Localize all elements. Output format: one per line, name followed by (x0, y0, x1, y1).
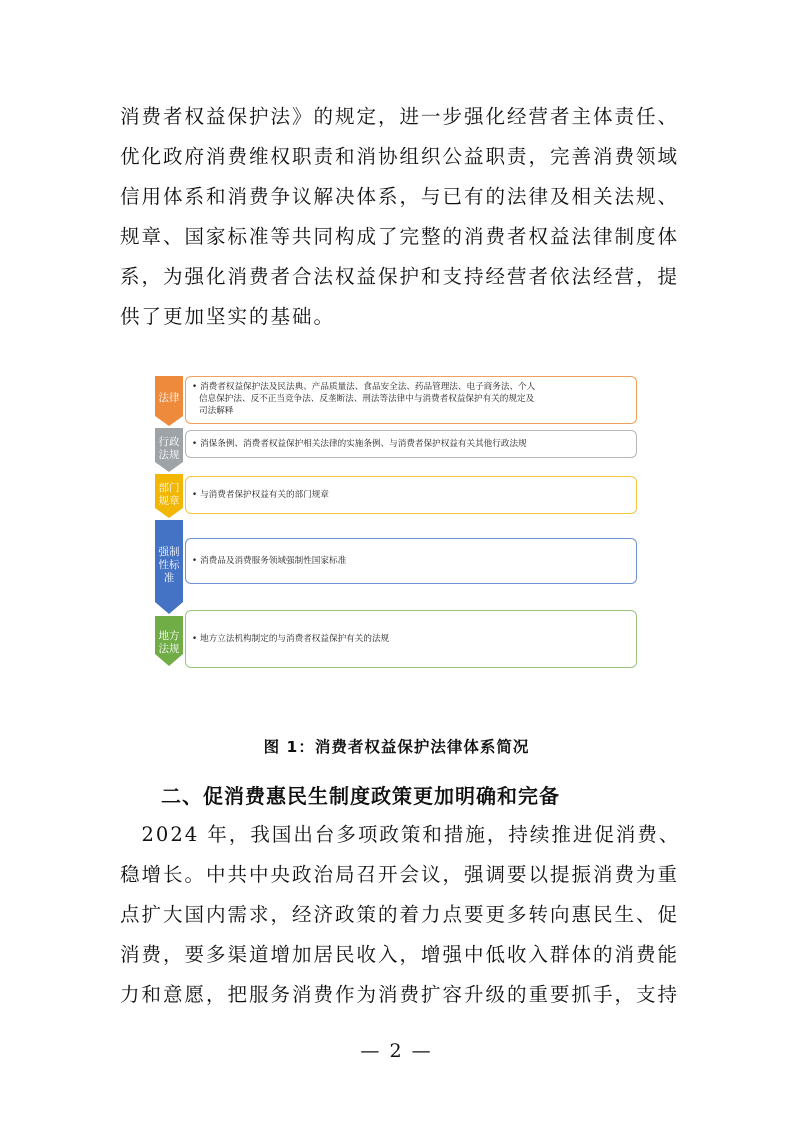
bullet: • (192, 634, 198, 644)
paragraph-2 (120, 815, 680, 1015)
bullet: • (192, 382, 198, 392)
box-line: • 消费者权益保护法及民法典、产品质量法、食品安全法、药品管理法、电子商务法、个人 (192, 382, 536, 392)
band-label-standard: 强制性标准 (158, 546, 180, 584)
text-line: 消费者权益保护法》的规定，进一步强化经营者主体责任、 (120, 105, 680, 128)
box-standard (185, 538, 637, 584)
box-dept (185, 476, 637, 514)
text-line: 规章、国家标准等共同构成了完整的消费者权益法律制度体 (120, 225, 680, 248)
box-line: • 与消费者保护权益有关的部门规章 (192, 490, 329, 500)
text-line: 力和意愿，把服务消费作为消费扩容升级的重要抓手，支持 (120, 983, 680, 1006)
text-line: 2024 年，我国出台多项政策和措施，持续推进促消费、 (120, 823, 681, 846)
legal-system-diagram (155, 374, 639, 670)
figure-caption: 图 1：消费者权益保护法律体系简况 (263, 738, 530, 756)
bullet: • (192, 439, 198, 449)
box-law (185, 376, 637, 424)
text-line: 供了更加坚实的基础。 (120, 305, 336, 328)
section-heading: 二、促消费惠民生制度政策更加明确和完备 (161, 784, 560, 808)
text-line: 点扩大国内需求，经济政策的着力点要更多转向惠民生、促 (120, 903, 680, 926)
box-line: • 消费品及消费服务领域强制性国家标准 (192, 556, 347, 566)
text-line: 系，为强化消费者合法权益保护和支持经营者依法经营，提 (120, 265, 680, 288)
text-line: 稳增长。中共中央政治局召开会议，强调要以提振消费为重 (120, 863, 680, 886)
band-label-local: 地方法规 (158, 630, 180, 655)
box-line: 信息保护法、反不正当竞争法、反垄断法、刑法等法律中与消费者权益保护有关的规定及 (199, 394, 535, 404)
box-admin (185, 430, 637, 458)
text-line: 优化政府消费维权职责和消协组织公益职责，完善消费领域 (120, 145, 680, 168)
box-line: • 消保条例、消费者权益保护相关法律的实施条例、与消费者保护权益有关其他行政法规 (192, 439, 527, 449)
text-line: 信用体系和消费争议解决体系，与已有的法律及相关法规、 (120, 185, 680, 208)
bullet: • (192, 490, 198, 500)
box-line: 司法解释 (199, 406, 234, 416)
page-number: — 2 — (360, 1040, 433, 1062)
band-label-law: 法律 (158, 392, 180, 404)
text-line: 消费，要多渠道增加居民收入，增强中低收入群体的消费能 (120, 943, 680, 966)
box-line: • 地方立法机构制定的与消费者权益保护有关的法规 (192, 634, 390, 644)
band-label-dept: 部门规章 (158, 482, 180, 507)
chevron-bands (155, 374, 183, 670)
band-label-admin: 行政法规 (158, 436, 180, 461)
box-local (185, 610, 637, 668)
bullet: • (192, 556, 198, 566)
paragraph-1 (120, 97, 680, 337)
